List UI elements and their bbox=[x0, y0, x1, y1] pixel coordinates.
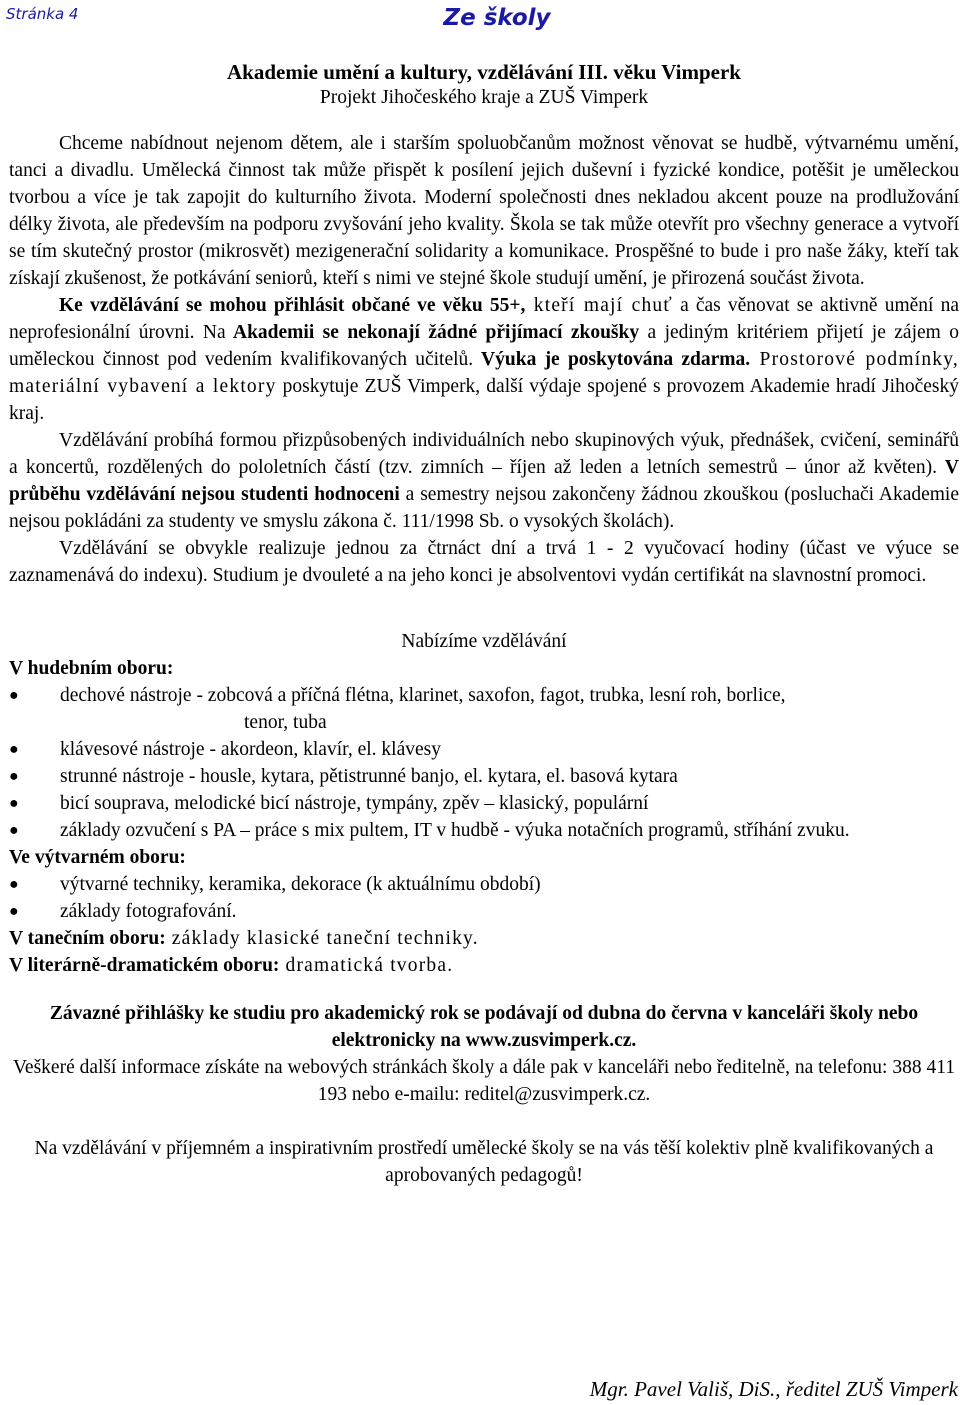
eligibility-bold: Ke vzdělávání se mohou přihlásit občané ve věku 55+, bbox=[59, 295, 526, 316]
drama-category bbox=[9, 952, 959, 979]
schedule-paragraph: Vzdělávání se obvykle realizuje jednou za čtrnáct dní a trvá 1 - 2 vyučovací hodiny (účast ve výuce se zaznamenává do indexu). Studium je dvouleté a na jeho konci je absolventovi vydán certifikát na slavnostní promoci. bbox=[9, 538, 959, 586]
eligibility-text-3: poskytuje ZUŠ Vimperk, další výdaje spojené s provozem Akademie hradí Jihočeský kraj. bbox=[9, 376, 959, 424]
list-item: ● strunné nástroje - housle, kytara, pětistrunné banjo, el. kytara, el. basová kytara bbox=[9, 763, 959, 790]
eligibility-text: a čas věnovat se aktivně umění na neprofesionální úrovni. Na bbox=[9, 295, 959, 343]
no-exam-bold: Akademii se nekonají žádné přijímací zkoušky bbox=[225, 322, 640, 343]
list-item: ● dechové nástroje - zobcová a příčná flétna, klarinet, saxofon, fagot, trubka, lesní roh, borlice, tenor, tuba bbox=[9, 682, 959, 736]
eligibility-paragraph bbox=[9, 292, 959, 427]
art-category-label: Ve výtvarném oboru: bbox=[9, 847, 186, 868]
dance-category-text: základy klasické taneční techniky. bbox=[165, 928, 479, 949]
list-item: ● základy fotografování. bbox=[9, 898, 959, 925]
list-item: ● výtvarné techniky, keramika, dekorace (k aktuálnímu období) bbox=[9, 871, 959, 898]
eligibility-text-2: a jediným kritériem přijetí je zájem o uměleckou činnost pod vedením kvalifikovaných učitelů. bbox=[9, 322, 959, 370]
music-category-label: V hudebním oboru: bbox=[9, 658, 174, 679]
dance-category bbox=[9, 925, 959, 952]
intro-paragraph: Chceme nabídnout nejenom dětem, ale i starším spoluobčanům možnost věnovat se hudbě, výtvarnému umění, tanci a divadlu. Umělecká činnost tak může přispět k posílení jejich duševní i fyzické kondice, potěšit je uměleckou tvorbou a více je tak zapojit do kulturního života. Moderní společnosti dnes nekladou akcent pouze na prodlužování délky života, ale především na podporu zvyšování jeho kvality. Škola se tak může otevřít pro všechny generace a vytvoří se tím skutečný prostor (mikrosvět) mezigenerační solidarity a komunikace. Prospěšné to bude i pro naše žáky, kteří tak získají zkušenost, že potkávání seniorů, kteří s nimi ve stejné škole studují umění, je přirozená součást života. bbox=[9, 133, 959, 289]
offer-title: Nabízíme vzdělávání bbox=[401, 631, 567, 652]
format-text: Vzdělávání probíhá formou přizpůsobených individuálních nebo skupinových výuk, přednášek, cvičení, seminářů a koncertů, rozdělených do pololetních částí (tzv. zimních – říjen až leden a letních semestrů – únor až květen). bbox=[9, 430, 959, 478]
music-list bbox=[9, 682, 959, 844]
bullet-icon: ● bbox=[9, 687, 19, 704]
art-list bbox=[9, 871, 959, 925]
bullet-icon: ● bbox=[9, 795, 19, 812]
list-item: ● bicí souprava, melodické bicí nástroje, tympány, zpěv – klasický, populární bbox=[9, 790, 959, 817]
bullet-icon: ● bbox=[9, 768, 19, 785]
list-item: ● klávesové nástroje - akordeon, klavír, el. klávesy bbox=[9, 736, 959, 763]
no-grading-bold: V průběhu vzdělávání nejsou studenti hodnoceni bbox=[9, 457, 959, 505]
list-item: ● základy ozvučení s PA – práce s mix pultem, IT v hudbě - výuka notačních programů, stříhání zvuku. bbox=[9, 817, 959, 844]
article-subtitle: Projekt Jihočeského kraje a ZUŠ Vimperk bbox=[319, 87, 649, 108]
page-number-label: Stránka 4 bbox=[6, 5, 79, 23]
bullet-icon: ● bbox=[9, 741, 19, 758]
article bbox=[9, 58, 959, 1189]
contact-info: Veškeré další informace získáte na webových stránkách školy a dále pak v kanceláři nebo ředitelně, na telefonu: 388 411 193 nebo e-mailu: reditel@zusvimperk.cz. bbox=[13, 1057, 955, 1105]
closing-text: Na vzdělávání v příjemném a inspirativním prostředí umělecké školy se na vás těší kolektiv plně kvalifikovaných a aprobovaných pedagogů! bbox=[34, 1138, 934, 1186]
section-title: Ze školy bbox=[443, 5, 551, 31]
format-paragraph bbox=[9, 427, 959, 535]
free-tuition-bold: Výuka je poskytována zdarma. bbox=[473, 349, 751, 370]
format-text-2: a semestry nejsou zakončeny žádnou zkouškou (posluchači Akademie nejsou pokládáni za studenty ve smyslu zákona č. 111/1998 Sb. o vysokých školách). bbox=[9, 484, 959, 532]
signature: Mgr. Pavel Vališ, DiS., ředitel ZUŠ Vimperk bbox=[589, 1377, 958, 1401]
bullet-icon: ● bbox=[9, 876, 19, 893]
application-notice: Závazné přihlášky ke studiu pro akademický rok se podávají od dubna do června v kanceláři školy nebo elektronicky na www.zusvimperk.cz. bbox=[49, 1003, 919, 1051]
drama-category-label: V literárně-dramatickém oboru: bbox=[9, 955, 280, 976]
dance-category-label: V tanečním oboru: bbox=[9, 928, 166, 949]
drama-category-text: dramatická tvorba. bbox=[279, 955, 454, 976]
article-title: Akademie umění a kultury, vzdělávání III. věku Vimperk bbox=[227, 60, 741, 84]
eligibility-spaced: kteří mají chuť bbox=[525, 295, 673, 316]
bullet-icon: ● bbox=[9, 903, 19, 920]
facilities-spaced: Prostorové podmínky, materiální vybavení a lektory bbox=[9, 349, 959, 397]
bullet-icon: ● bbox=[9, 822, 19, 839]
